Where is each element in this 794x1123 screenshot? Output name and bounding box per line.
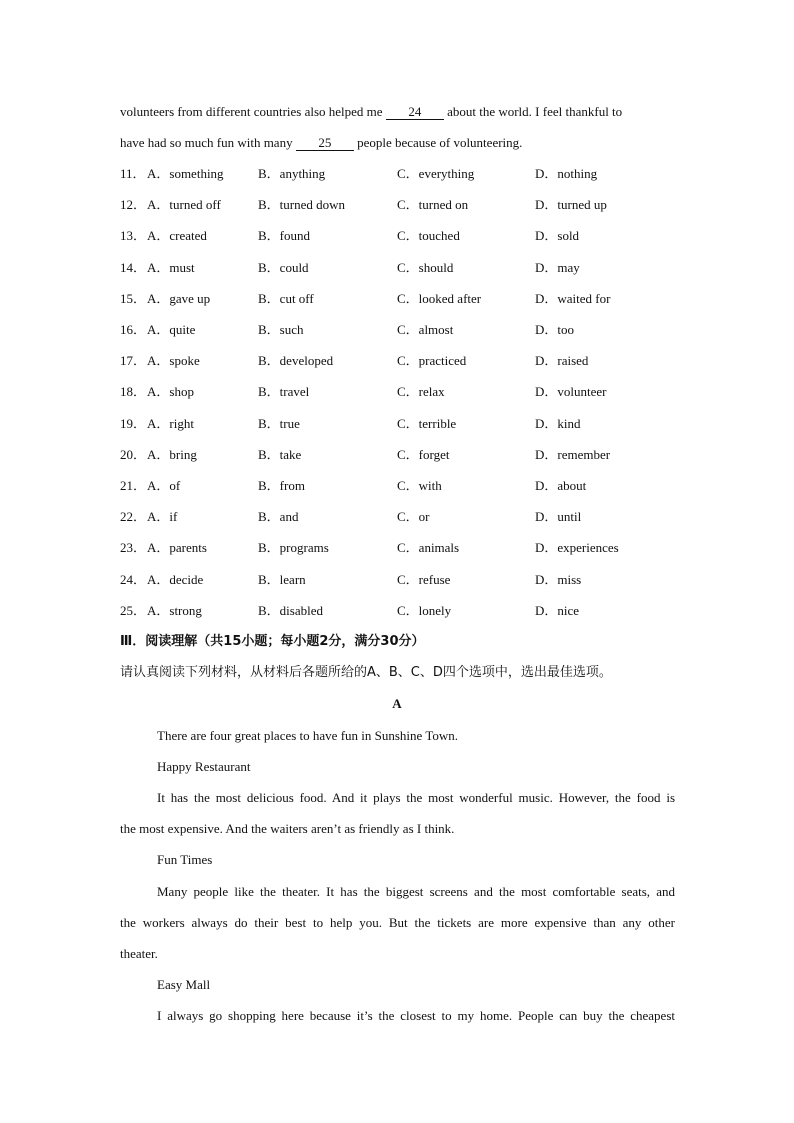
option-b: B．and (258, 509, 299, 524)
option-d: D．sold (535, 228, 580, 243)
option-b: B．found (258, 228, 311, 243)
option-a: A．spoke (147, 353, 200, 368)
section-instruction: 请认真阅读下列材料，从材料后各题所给的A、B、C、D四个选项中，选出最佳选项。 (120, 665, 612, 680)
option-a: A．right (147, 416, 194, 431)
option-d: D．may (535, 260, 580, 275)
option-d: D．nice (535, 603, 580, 618)
option-b: B．cut off (258, 291, 314, 306)
passage-text: volunteers from different countries also helped me (120, 104, 383, 119)
option-b: B．travel (258, 384, 310, 399)
question-number: 20． (120, 447, 147, 462)
option-d: D．about (535, 478, 587, 493)
reading-line: theater. (120, 946, 158, 961)
passage-text: people because of volunteering. (357, 135, 523, 150)
place-name-fun-times: Fun Times (157, 852, 213, 867)
option-d: D．miss (535, 572, 582, 587)
passage-line-1 (120, 103, 680, 121)
question-number: 24． (120, 572, 147, 587)
option-a: A．gave up (147, 291, 211, 306)
option-b: B．learn (258, 572, 306, 587)
option-b: B．from (258, 478, 305, 493)
question-number: 23． (120, 540, 147, 555)
place-name-happy-restaurant: Happy Restaurant (157, 759, 251, 774)
option-b: B．true (258, 416, 300, 431)
option-c: C．animals (397, 540, 460, 555)
option-d: D．until (535, 509, 582, 524)
option-c: C．relax (397, 384, 445, 399)
option-a: A．shop (147, 384, 194, 399)
passage-text: have had so much fun with many (120, 135, 293, 150)
option-b: B．could (258, 260, 309, 275)
option-a: A．something (147, 166, 224, 181)
option-c: C．practiced (397, 353, 467, 368)
option-a: A．turned off (147, 197, 221, 212)
option-c: C．everything (397, 166, 475, 181)
question-number: 13． (120, 228, 147, 243)
passage-text: about the world. I feel thankful to (447, 104, 623, 119)
option-a: A．of (147, 478, 181, 493)
option-a: A．if (147, 509, 178, 524)
option-b: B．disabled (258, 603, 323, 618)
question-number: 19． (120, 416, 147, 431)
section-title: Ⅲ．阅读理解（共15小题；每小题2分，满分30分） (120, 634, 425, 649)
option-c: C．or (397, 509, 430, 524)
reading-line: I always go shopping here because it’s the closest to my home. People can buy the cheapest (157, 1008, 675, 1023)
question-number: 15． (120, 291, 147, 306)
option-c: C．touched (397, 228, 460, 243)
reading-intro: There are four great places to have fun in Sunshine Town. (157, 728, 458, 743)
option-a: A．strong (147, 603, 202, 618)
option-b: B．turned down (258, 197, 346, 212)
option-c: C．almost (397, 322, 454, 337)
question-number: 25． (120, 603, 147, 618)
reading-line: Many people like the theater. It has the biggest screens and the most comfortable seats, and (157, 884, 675, 899)
option-a: A．decide (147, 572, 204, 587)
blank-25: 25 (296, 135, 354, 151)
option-c: C．terrible (397, 416, 457, 431)
question-number: 11． (120, 166, 146, 181)
option-d: D．volunteer (535, 384, 607, 399)
option-c: C．with (397, 478, 442, 493)
option-c: C．looked after (397, 291, 482, 306)
option-d: D．remember (535, 447, 611, 462)
passage-line-2 (120, 134, 680, 152)
option-b: B．anything (258, 166, 326, 181)
question-number: 18． (120, 384, 147, 399)
question-number: 16． (120, 322, 147, 337)
option-c: C．refuse (397, 572, 451, 587)
option-d: D．kind (535, 416, 581, 431)
option-c: C．turned on (397, 197, 469, 212)
question-number: 21． (120, 478, 147, 493)
option-b: B．developed (258, 353, 334, 368)
option-d: D．turned up (535, 197, 607, 212)
option-a: A．quite (147, 322, 196, 337)
option-c: C．forget (397, 447, 450, 462)
option-b: B．such (258, 322, 304, 337)
option-c: C．should (397, 260, 454, 275)
passage-label: A (392, 696, 402, 711)
option-a: A．created (147, 228, 207, 243)
blank-24: 24 (386, 104, 444, 120)
reading-line: the most expensive. And the waiters aren’t as friendly as I think. (120, 821, 455, 836)
option-c: C．lonely (397, 603, 452, 618)
option-a: A．bring (147, 447, 197, 462)
option-a: A．parents (147, 540, 207, 555)
option-a: A．must (147, 260, 195, 275)
option-b: B．programs (258, 540, 329, 555)
question-number: 17． (120, 353, 147, 368)
option-b: B．take (258, 447, 302, 462)
option-d: D．raised (535, 353, 589, 368)
question-number: 14． (120, 260, 147, 275)
option-d: D．too (535, 322, 575, 337)
place-name-easy-mall: Easy Mall (157, 977, 211, 992)
option-d: D．waited for (535, 291, 611, 306)
reading-line: the workers always do their best to help you. But the tickets are more expensive than any other (120, 915, 675, 930)
reading-line: It has the most delicious food. And it plays the most wonderful music. However, the food is (157, 790, 675, 805)
question-number: 22． (120, 509, 147, 524)
question-number: 12． (120, 197, 147, 212)
option-d: D．experiences (535, 540, 619, 555)
option-d: D．nothing (535, 166, 598, 181)
